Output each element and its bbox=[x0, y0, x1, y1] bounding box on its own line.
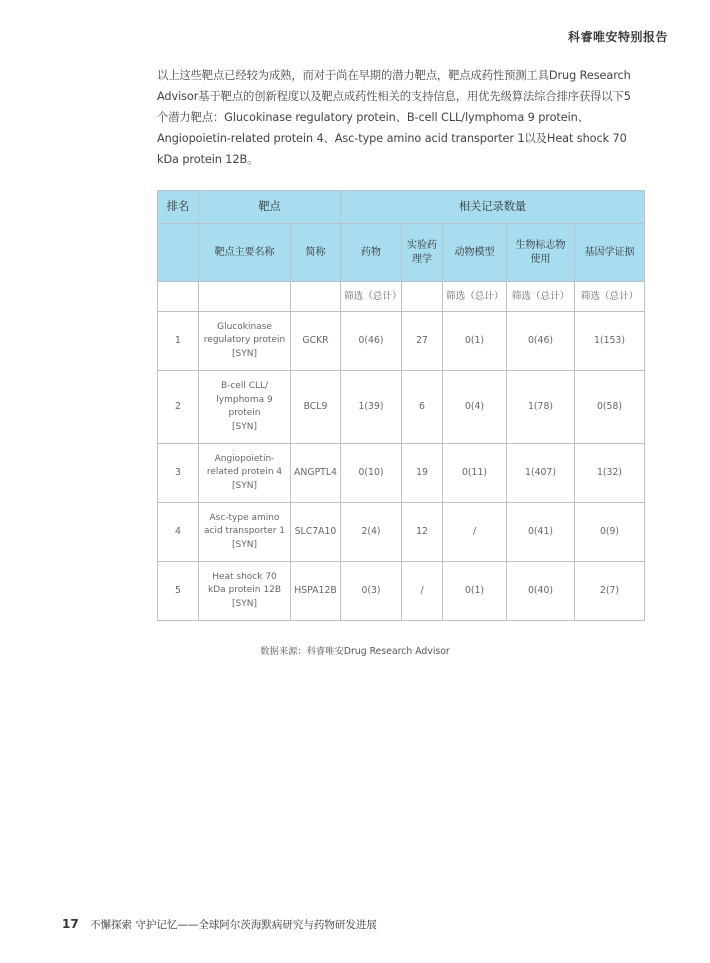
header-animal-model: 动物模型 bbox=[443, 224, 507, 282]
cell-biomarker: 1(78) bbox=[507, 371, 575, 444]
filter-blank bbox=[402, 282, 443, 312]
intro-paragraph bbox=[157, 65, 642, 170]
cell-biomarker: 0(46) bbox=[507, 312, 575, 371]
cell-genetics: 2(7) bbox=[575, 562, 645, 621]
header-pharmacology-line2: 理学 bbox=[412, 253, 433, 265]
cell-animal-model: 0(4) bbox=[443, 371, 507, 444]
header-abbr: 简称 bbox=[291, 224, 341, 282]
name-line: B-cell CLL/ bbox=[220, 381, 269, 391]
table-row bbox=[158, 562, 645, 621]
cell-pharmacology: 12 bbox=[402, 503, 443, 562]
cell-animal-model: 0(11) bbox=[443, 444, 507, 503]
cell-biomarker: 0(41) bbox=[507, 503, 575, 562]
cell-abbr: SLC7A10 bbox=[291, 503, 341, 562]
cell-drugs: 0(46) bbox=[341, 312, 402, 371]
cell-biomarker: 0(40) bbox=[507, 562, 575, 621]
cell-pharmacology: 6 bbox=[402, 371, 443, 444]
header-biomarker-line2: 使用 bbox=[530, 253, 551, 265]
cell-drugs: 0(3) bbox=[341, 562, 402, 621]
cell-animal-model: 0(1) bbox=[443, 562, 507, 621]
table-row bbox=[158, 503, 645, 562]
name-line: Angiopoietin- bbox=[214, 453, 275, 464]
cell-genetics: 0(9) bbox=[575, 503, 645, 562]
header-pharmacology-line1: 实验药 bbox=[407, 240, 438, 251]
name-line: [SYN] bbox=[232, 598, 257, 609]
cell-rank: 5 bbox=[158, 562, 199, 621]
intro-text: 以上这些靶点已经较为成熟，而对于尚在早期的潜力靶点，靶点成药性预测工具Drug Research Advisor基于靶点的创新程度以及靶点成药性相关的支持信息，用优先级算法综合排序获得以下5个潜力靶点：Glucokinase regulatory protein、B-cell CLL/lymphoma 9 protein、Angiopoietin-related protein 4、Asc-type amino acid transporter 1以及Heat shock 70 kDa protein 12B。 bbox=[157, 69, 631, 166]
page-footer bbox=[62, 917, 377, 932]
table-row bbox=[158, 312, 645, 371]
cell-animal-model: / bbox=[443, 503, 507, 562]
cell-pharmacology: 27 bbox=[402, 312, 443, 371]
filter-label: 筛选（总计） bbox=[507, 282, 575, 312]
name-line: kDa protein 12B bbox=[208, 585, 281, 596]
name-line: Glucokinase bbox=[217, 321, 272, 332]
cell-target-name bbox=[199, 312, 291, 371]
cell-target-name bbox=[199, 371, 291, 444]
cell-rank: 1 bbox=[158, 312, 199, 371]
name-line: regulatory protein bbox=[203, 335, 286, 346]
cell-genetics: 1(32) bbox=[575, 444, 645, 503]
cell-rank: 2 bbox=[158, 371, 199, 444]
filter-blank bbox=[158, 282, 199, 312]
header-genetics: 基因学证据 bbox=[575, 224, 645, 282]
cell-genetics: 1(153) bbox=[575, 312, 645, 371]
cell-abbr: HSPA12B bbox=[291, 562, 341, 621]
name-line: Asc-type amino bbox=[209, 512, 280, 523]
footer-title: 不懈探索 守护记忆——全球阿尔茨海默病研究与药物研发进展 bbox=[90, 919, 377, 931]
header-rank: 排名 bbox=[158, 191, 199, 224]
cell-abbr: ANGPTL4 bbox=[291, 444, 341, 503]
report-header-title: 科睿唯安特别报告 bbox=[567, 30, 668, 44]
name-line: [SYN] bbox=[232, 539, 257, 550]
potential-targets-table bbox=[157, 190, 645, 621]
cell-animal-model: 0(1) bbox=[443, 312, 507, 371]
table-row bbox=[158, 444, 645, 503]
header-pharmacology bbox=[402, 224, 443, 282]
cell-abbr: GCKR bbox=[291, 312, 341, 371]
page-number: 17 bbox=[62, 917, 79, 931]
cell-drugs: 2(4) bbox=[341, 503, 402, 562]
header-main-name: 靶点主要名称 bbox=[199, 224, 291, 282]
name-line: protein bbox=[228, 408, 261, 418]
header-biomarker bbox=[507, 224, 575, 282]
header-target: 靶点 bbox=[199, 191, 341, 224]
header-biomarker-line1: 生物标志物 bbox=[515, 240, 566, 251]
table-header-row-1 bbox=[158, 191, 645, 224]
cell-biomarker: 1(407) bbox=[507, 444, 575, 503]
header-records: 相关记录数量 bbox=[341, 191, 645, 224]
header-drugs: 药物 bbox=[341, 224, 402, 282]
name-line: acid transporter 1 bbox=[204, 526, 285, 537]
filter-label: 筛选（总计） bbox=[341, 282, 402, 312]
name-line: [SYN] bbox=[232, 480, 257, 491]
header-rank-blank bbox=[158, 224, 199, 282]
table-row bbox=[158, 371, 645, 444]
cell-abbr: BCL9 bbox=[291, 371, 341, 444]
cell-drugs: 1(39) bbox=[341, 371, 402, 444]
filter-blank bbox=[291, 282, 341, 312]
cell-target-name bbox=[199, 503, 291, 562]
filter-label-row bbox=[158, 282, 645, 312]
table-header-row-2 bbox=[158, 224, 645, 282]
cell-pharmacology: 19 bbox=[402, 444, 443, 503]
name-line: related protein 4 bbox=[206, 467, 283, 478]
cell-genetics: 0(58) bbox=[575, 371, 645, 444]
data-source-note: 数据来源：科睿唯安Drug Research Advisor bbox=[260, 646, 450, 657]
name-line: lymphoma 9 bbox=[216, 394, 273, 405]
cell-rank: 4 bbox=[158, 503, 199, 562]
cell-rank: 3 bbox=[158, 444, 199, 503]
cell-drugs: 0(10) bbox=[341, 444, 402, 503]
name-line: Heat shock 70 bbox=[212, 571, 277, 582]
cell-pharmacology: / bbox=[402, 562, 443, 621]
cell-target-name bbox=[199, 444, 291, 503]
filter-label: 筛选（总计） bbox=[443, 282, 507, 312]
name-line: [SYN] bbox=[232, 348, 257, 359]
filter-label: 筛选（总计） bbox=[575, 282, 645, 312]
cell-target-name bbox=[199, 562, 291, 621]
name-line: [SYN] bbox=[232, 421, 257, 432]
filter-blank bbox=[199, 282, 291, 312]
